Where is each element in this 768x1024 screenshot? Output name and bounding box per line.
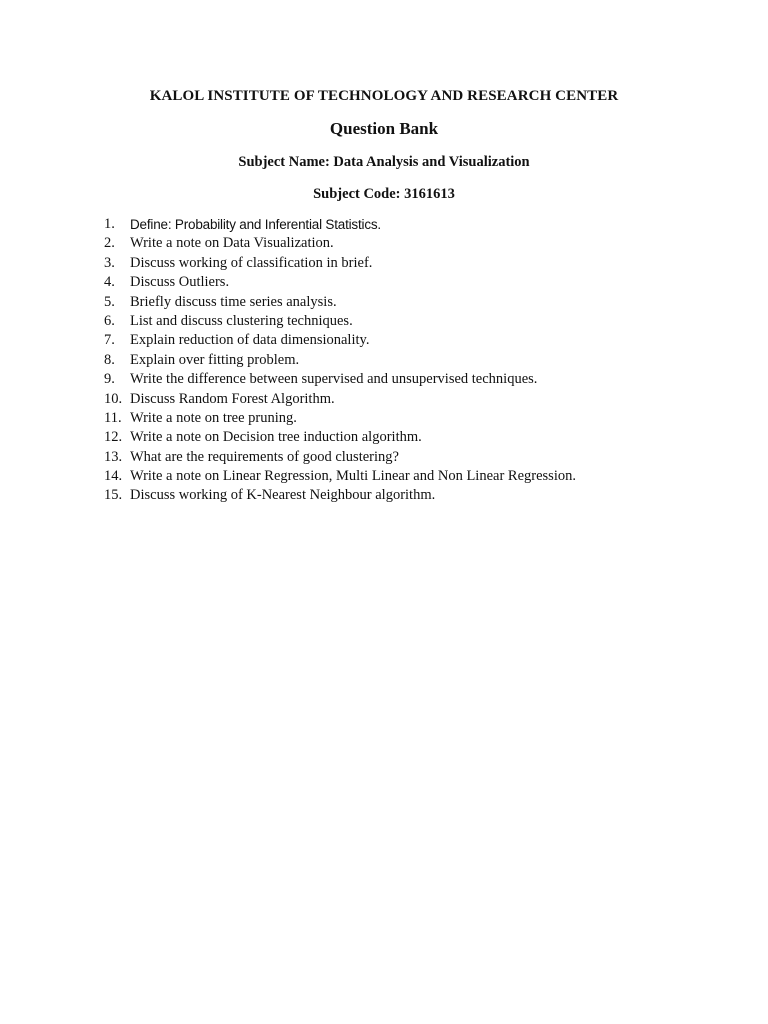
question-text: Define: Probability and Inferential Statistics. xyxy=(130,217,381,232)
question-number: 4. xyxy=(104,274,115,291)
question-item xyxy=(104,467,724,486)
question-text: Discuss working of K-Nearest Neighbour algorithm. xyxy=(130,487,436,504)
question-text: Explain over fitting problem. xyxy=(130,351,300,368)
question-number: 15. xyxy=(104,487,123,504)
question-number: 12. xyxy=(104,429,123,446)
question-item xyxy=(104,370,724,389)
question-text: Write a note on Data Visualization. xyxy=(130,235,334,252)
question-number: 1. xyxy=(104,216,115,232)
question-item xyxy=(104,409,724,428)
question-number: 13. xyxy=(104,448,123,465)
question-item xyxy=(104,234,724,253)
question-text: What are the requirements of good clustering? xyxy=(130,448,399,465)
question-item xyxy=(104,390,724,409)
question-item xyxy=(104,448,724,467)
question-text: Write the difference between supervised and unsupervised techniques. xyxy=(130,371,538,388)
question-text: Write a note on Linear Regression, Multi Linear and Non Linear Regression. xyxy=(130,468,576,485)
subject-name: Subject Name: Data Analysis and Visualization xyxy=(238,154,530,170)
question-number: 2. xyxy=(104,235,115,252)
question-number: 3. xyxy=(104,254,115,271)
question-text: Write a note on tree pruning. xyxy=(130,409,297,426)
question-number: 9. xyxy=(104,371,115,388)
question-number: 5. xyxy=(104,293,115,310)
question-text: List and discuss clustering techniques. xyxy=(130,312,353,329)
question-number: 7. xyxy=(104,332,115,349)
document-title: Question Bank xyxy=(329,119,439,138)
question-item xyxy=(104,293,724,312)
question-number: 11. xyxy=(104,409,122,426)
question-number: 10. xyxy=(104,390,123,407)
question-item xyxy=(104,215,724,234)
question-text: Explain reduction of data dimensionality. xyxy=(130,332,370,349)
subject-code: Subject Code: 3161613 xyxy=(313,186,455,202)
question-number: 6. xyxy=(104,312,115,329)
question-text: Write a note on Decision tree induction algorithm. xyxy=(130,429,422,446)
question-number: 8. xyxy=(104,351,115,368)
question-text: Briefly discuss time series analysis. xyxy=(130,293,337,310)
question-item xyxy=(104,486,724,505)
question-number: 14. xyxy=(104,468,123,485)
question-item xyxy=(104,351,724,370)
question-item xyxy=(104,428,724,447)
question-text: Discuss Random Forest Algorithm. xyxy=(130,390,335,407)
question-text: Discuss Outliers. xyxy=(130,274,230,291)
question-list xyxy=(104,215,724,506)
question-item xyxy=(104,254,724,273)
question-item xyxy=(104,273,724,292)
institute-name: KALOL INSTITUTE OF TECHNOLOGY AND RESEARCH CENTER xyxy=(149,88,619,104)
question-item xyxy=(104,312,724,331)
question-text: Discuss working of classification in brief. xyxy=(130,254,373,271)
question-item xyxy=(104,331,724,350)
